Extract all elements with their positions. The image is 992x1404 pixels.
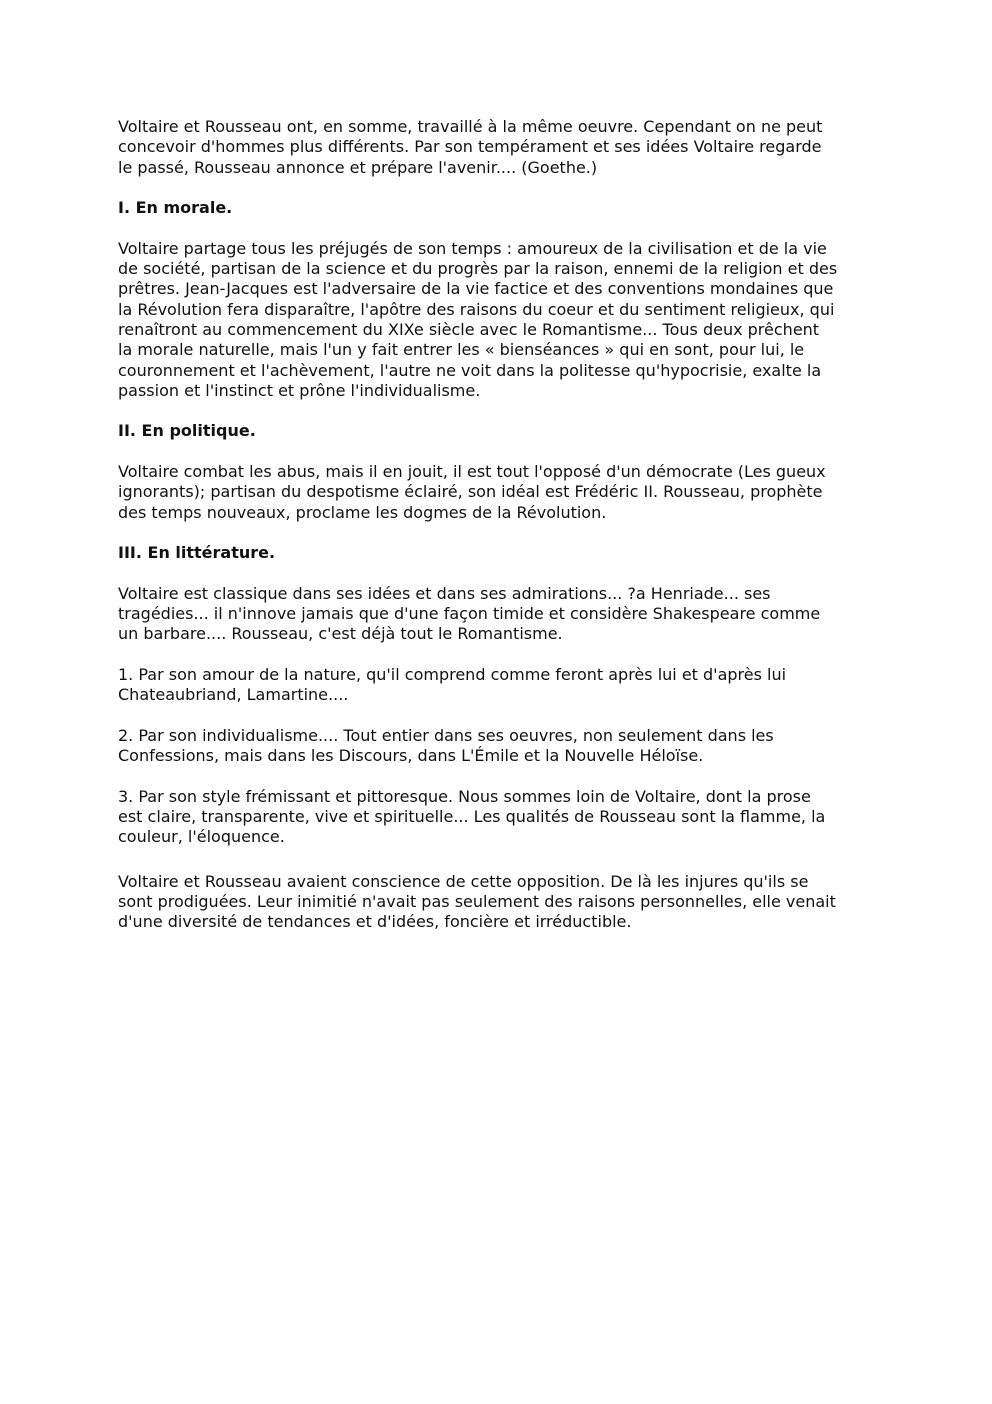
list-item-nature: 1. Par son amour de la nature, qu'il comprend comme feront après lui et d'après lui Chateaubriand, Lamartine....	[118, 665, 787, 705]
section-body-morale: Voltaire partage tous les préjugés de son temps : amoureux de la civilisation et de la vie de société, partisan de la science et du progrès par la raison, ennemi de la religion et des prêtres. Jean-Jacques est l'adversaire de la vie factice et des conventions mondaines que la Révolution fera disparaître, l'apôtre des raisons du coeur et du sentiment religieux, qui renaîtront au commencement du XIXe siècle avec le Romantisme... Tous deux prêchent la morale naturelle, mais l'un y fait entrer les « bienséances » qui en sont, pour lui, le couronnement et l'achèvement, l'autre ne voit dans la politesse qu'hypocrisie, exalte la passion et l'instinct et prône l'individualisme.	[118, 238, 838, 400]
document-page	[118, 117, 876, 933]
section-body-litterature: Voltaire est classique dans ses idées et dans ses admirations... ?a Henriade... ses tragédies... il n'innove jamais que d'une façon timide et considère Shakespeare comme un barbare.... Rousseau, c'est déjà tout le Romantisme.	[118, 583, 821, 644]
list-item-style: 3. Par son style frémissant et pittoresque. Nous sommes loin de Voltaire, dont la prose est claire, transparente, vive et spirituelle... Les qualités de Rousseau sont la flamme, la couleur, l'éloquence.	[118, 786, 826, 847]
conclusion-paragraph: Voltaire et Rousseau avaient conscience de cette opposition. De là les injures qu'ils se sont prodiguées. Leur inimitié n'avait pas seulement des raisons personnelles, elle venait d'une diversité de tendances et d'idées, foncière et irréductible.	[118, 871, 836, 932]
list-item-individualisme: 2. Par son individualisme.... Tout entier dans ses oeuvres, non seulement dans les Confessions, mais dans les Discours, dans L'Émile et la Nouvelle Héloïse.	[118, 725, 774, 766]
section-heading-morale: I. En morale.	[118, 198, 233, 218]
intro-paragraph: Voltaire et Rousseau ont, en somme, travaillé à la même oeuvre. Cependant on ne peut concevoir d'hommes plus différents. Par son tempérament et ses idées Voltaire regarde le passé, Rousseau annonce et prépare l'avenir.... (Goethe.)	[118, 117, 823, 177]
section-body-politique: Voltaire combat les abus, mais il en jouit, il est tout l'opposé d'un démocrate (Les gueux ignorants); partisan du despotisme éclairé, son idéal est Frédéric II. Rousseau, prophète des temps nouveaux, proclame les dogmes de la Révolution.	[118, 462, 826, 522]
section-heading-politique: II. En politique.	[118, 421, 256, 441]
section-heading-litterature: III. En littérature.	[118, 543, 276, 563]
